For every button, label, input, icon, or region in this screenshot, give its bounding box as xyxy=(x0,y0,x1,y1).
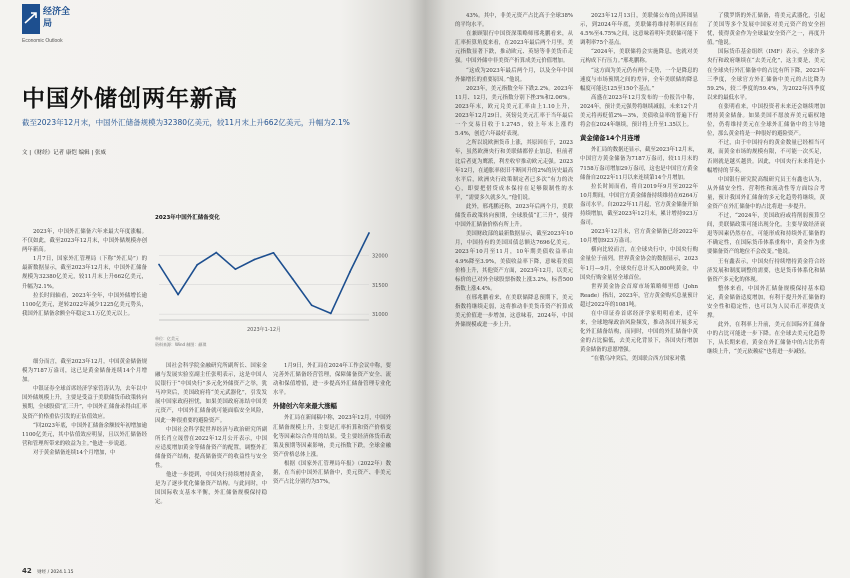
section-heading: 黄金储备14个月连增 xyxy=(580,134,641,143)
chart-source: 资料来源：Wind 制图：颜琪 xyxy=(155,342,207,347)
x-tick-label: 2023年1-12月 xyxy=(246,327,282,333)
data-point xyxy=(330,313,332,315)
paragraph: 外汇局在新闻稿中称，2023年12月，中国外汇储备规模上升，主要是汇率折算和资产价格变化等因素综合作用的结果。受主要经济体货币政策及预期等因素影响，美元指数下跌，全球金融资产价格总体上涨。 xyxy=(273,415,391,458)
line-chart xyxy=(155,222,395,334)
y-tick-label: 31500 xyxy=(372,282,388,289)
series-line xyxy=(159,233,369,313)
paragraph: 中国银行研究院高级研究员王有鑫也认为，从外储安全性、营利性和流动性等方面综合考量，预计我国外汇储备的多元化趋势将继续，黄金资产在外汇储备中的占比将进一步提升。 xyxy=(707,176,825,210)
column-1-bottom xyxy=(22,358,147,564)
paragraph: 细分而言，截至2023年12月，中国黄金储备规模为7187万盎司，这已是黄金储备连续14个月增加。 xyxy=(22,359,147,384)
page-number: 42 xyxy=(22,567,32,575)
data-point xyxy=(158,264,160,266)
chart-unit: 单位：亿美元 xyxy=(155,336,179,341)
paragraph: “2024年，美联储将会实施降息，也就对美元构成下行压力。”邢兆鹏称。 xyxy=(580,49,698,65)
data-point xyxy=(349,271,351,273)
column-4 xyxy=(455,12,573,568)
data-point xyxy=(234,268,236,270)
article-byline: 文 |《财经》记者 康恺 编辑 | 张威 xyxy=(22,150,106,156)
article-headline: 中国外储创两年新高 xyxy=(22,85,238,112)
paragraph: 此外，在利率上升前，美元在国际外汇储备中的占比可能进一步下降。在全球去美元化趋势下，从长期来看，黄金在外汇储备中的占比仍将继续上升，“美元依赖症”也将进一步减轻。 xyxy=(707,322,825,356)
paragraph: 2023年，美元指数全年下跌2.2%。2023年11月、12月，美元指数分别下挫3%和2.06%。2023年末，欧元兑美元汇率由上1.10上升，2023年12月29日，英镑兑美元汇率于当年最后一个交易日收于1.2745，较上年末上涨约5.4%，创近六年最好表现。 xyxy=(455,85,573,138)
page-footer xyxy=(22,567,73,575)
right-page xyxy=(425,0,850,578)
paragraph: 在邢兆鹏看来，在美联储降息预期下，美元指数将继续走弱，这将推动非美货币资产折算成美元价值进一步增加，这意味着，2024年，中国外储规模或进一步上升。 xyxy=(455,294,573,329)
paragraph: 他进一步提到，中国央行持续增持黄金，是为了逐步优化储备资产结构。与此同时，中国国际收支基本平衡，外汇储备规模保持稳定。 xyxy=(155,472,267,506)
paragraph: 1月7日，国家外汇管理局（下称“外汇局”）的最新数据显示，截至2023年12月末，中国外汇储备规模为32380亿美元，较11月末上升662亿美元，升幅为2.1%。 xyxy=(22,256,147,290)
paragraph: 1月9日，外汇局在2024年工作会议中称，要完善外汇储备经营管理，保障储备资产安全、流动和保值增值，进一步提高外汇储备管理专业化水平。 xyxy=(273,363,391,397)
data-point xyxy=(368,232,370,234)
chart-title: 2023年中国外汇储备变化 xyxy=(155,215,220,221)
paragraph: 高盛在2023年12月发布的一份报告中称，2024年，预计美元强势将继续减弱，未来12个月美元将再贬值2%—3%，美债收益率的普遍下行将会在2024年继续，预计将上升至1.35以上。 xyxy=(580,94,698,129)
article-subhead: 截至2023年12月末，中国外汇储备规模为32380亿美元，较11月末上升662亿美元，升幅为2.1% xyxy=(22,118,350,127)
column-5 xyxy=(580,12,698,568)
paragraph: 不过，由于中国持有的黄金数量已经相当可观，而黄金市场的规模有限，不可能一次买足，否则就是越买越贵。因此，中国央行未来将是小幅增持的节奏。 xyxy=(707,140,825,174)
data-point xyxy=(254,259,256,261)
paragraph: 国社会科学院金融研究所副所长、国家金融与发展实验室副主任张明表示，这是中国人民银行于“中国央行”多元化外储资产之举，犹马冲突后，美国政府将“美元武器化”，引发发展中国家政府担忧，如果美国政府冻结中国美元资产，中国外汇储备就可能面临安全风险，因此一种很重要的避险资产。 xyxy=(155,363,267,424)
paragraph: “这方面为美元仍有两个走势，一个是降息的速度与市场预期之间的差异，全年美联储的降息幅度可能达125至150个基点。” xyxy=(580,67,698,92)
arrow-logo-icon xyxy=(24,11,38,25)
column-2-bottom xyxy=(155,362,267,564)
paragraph: 拉长时间而看，将自2019年9月至2022年10月期间，中国官方黄金储备持续维持在6264万盎司水平。自2022年11月起，官方黄金储备开始持续增加，截至2023年12月末，累计增持923万盎司。 xyxy=(580,183,698,227)
paragraph: 在中印证券首席经济学家明明看来，近年来，全球地缘政治风险频发，推动各国开展多元化外汇储备结构，而同时，中国的外汇储备中黄金的占比偏低，去美元化背景下，各国央行增加黄金储备的意愿增强。 xyxy=(580,311,698,354)
paragraph: 43%。其中，非美元资产占比高于全球38%的平均水平。 xyxy=(455,13,573,29)
paragraph: 之所以说欧洲货币上涨，其原因在于，2023年，虽然欧洲央行和美联储都停止加息，但前者比后者更为鹰派，利差收窄推动欧元走强。2023年12月，在通胀率依旧不断回升的2%的历史最高水平后，欧洲央行政策制定者已多次“有力的决心，即要把借贷成本保持在足够限制性的水平，“需要多久就多久。”他们说。 xyxy=(455,140,573,201)
paragraph: 对于黄金储备连续14个月增加，中 xyxy=(33,449,116,456)
paragraph: “回2023年底，中国外汇储备余额较年初增加逾1100亿美元，其中估值效应明显，且以外汇储备经营和管理所带来的收益为主。”他进一步说道。 xyxy=(22,422,147,447)
paragraph: 美国财政部的最新数据显示，截至2023年10月，中国持有的美国国债总额达7696亿美元。2023年10月至11月，10年期美债收益率由4.9%降至3.9%，美债收益率下降，意味着美债价格上升，其他资产方面，2023年12月，以美元标价的已对外全球股票指数上涨3.2%，标普500指数上涨4.4%。 xyxy=(455,231,573,292)
paragraph: 王有鑫表示，中国央行持续增持黄金符合经济发展和制度调整的需要，也是货币体系化和储备资产多元化的体现。 xyxy=(707,258,825,283)
paragraph: 在张明看来，中国投资者未来还会继续增加增持黄金储备。如果美国不愿放弃美元霸权地位，仍将维持美元在全球外汇储备中的主导地位，那么黄金将是一种很好的避险资产。 xyxy=(707,103,825,138)
data-point xyxy=(196,264,198,266)
column-3-bottom xyxy=(273,362,391,564)
section-logo xyxy=(22,4,40,34)
data-point xyxy=(177,294,179,296)
paragraph: 2023年，中国外汇储备六年来最大年度涨幅。不仅如此，截至2023年12月末，中国外储规模亦创两年新高。 xyxy=(22,229,147,254)
paragraph: 此外，邢兆鹏还称，2023年后两个月，美联储货币政策转向预期，全球股债“汇三升”，使得中国外汇储备价格有所上升。 xyxy=(455,203,573,229)
data-point xyxy=(292,278,294,280)
issue-label: 财经 / 2024.1.15 xyxy=(37,570,74,575)
paragraph: 拉长时间轴看，2023年全年，中国外储增长逾1100亿美元，逆转2022年减少1225亿美元势头，我国外汇储备余额全年稳定3.1万亿美元以上。 xyxy=(22,292,147,317)
paragraph: 国际货币基金组织（IMF）表示，全球许多央行和政府继续在“去美元化”，这主要是，美元在全球央行外汇储备中的占比有所下降，2023年三季度，全球官方外汇储备中美元的占比降为59.2%，较二季度的59.4%，为2022年四季度以来的最低水平。 xyxy=(707,49,825,101)
paragraph: 整体来看，中国外汇储备规模保持基本稳定，黄金储备适度增加，有利于提升外汇储备的安全性和稳定性，也可以为人民币汇率提供支撑。 xyxy=(707,285,825,320)
section-title: 经济全局 xyxy=(43,7,71,29)
data-point xyxy=(273,252,275,254)
paragraph: 横向比较而言，在全球央行中，中国央行购金量位于前列。世界黄金协会的数据显示，2023年1月—9月，全球央行总计买入800吨黄金，中国央行购金量居全球首位。 xyxy=(580,247,698,281)
paragraph: 不过，“2024年，美国政府或将削弱预算空间，美联储政策可能出现分化，主要导致经济衰退等因素仍然存在，可能形成和持续外汇储备的不确定性，在国际货币体系重构中，黄金作为重要储备资产的地位不会改变。”他说。 xyxy=(707,213,825,256)
y-tick-label: 31000 xyxy=(372,312,388,319)
reserves-chart xyxy=(155,213,400,353)
paragraph: 了俄罗斯的外汇储备，将美元武器化，引起了美国等多个发展中国家对美元资产的安全担忧，使得黄金作为全球最安全资产之一，再度升值。”他说。 xyxy=(707,13,825,47)
paragraph: 中银证券全球首席经济学家管涛认为，去年以中国外储规模上升，主要是受益于美联储货币政策转向预期，全球股债“汇三升”，中国外汇储备录得由汇率及资产价格重估引发的正估值效应。 xyxy=(22,386,147,420)
paragraph: 在兼顾银行中国资深策略师邢兆鹏看来，从汇率折算角度来看，在2023年最后两个月里，美元指数显著下跌，推动欧元、英镑等非美货币走强。中国外储中非美资产折算成美元价值增加。 xyxy=(455,31,573,65)
data-point xyxy=(311,304,313,306)
paragraph: 2023年12月13日，美联储公布的点阵图显示，到2024年年底，美联储将维持利率区间在4.5%至4.75%之间，这意味着明年美联储可能下调利率75个基点。 xyxy=(580,13,698,47)
paragraph: 2023年12月末，官方黄金储备已经2022年10月增加923万盎司。 xyxy=(580,229,698,245)
y-tick-label: 32000 xyxy=(372,253,388,260)
paragraph: 世界黄金协会首席市场策略师里德（John Reade）指出，2023年，官方黄金购买总量预计超过2022年的1081吨。 xyxy=(580,283,698,308)
column-1-top xyxy=(22,228,147,338)
paragraph: 中国社会科学院世界经济与政治研究所副所长肖立晟曾在2022年12月公开表示，中国应适度增加黄金等储备资产的配置，调整外汇储备资产结构，提高储备资产的收益性与安全性。 xyxy=(155,426,267,470)
section-heading: 外储创六年来最大涨幅 xyxy=(273,402,337,411)
paragraph: 根据《国家外汇管理局年报》（2022年）数据，在当前中国外汇储备中，美元资产、非美元资产占比分别约为57%， xyxy=(273,460,391,486)
paragraph: 外汇局的数据还显示，截至2023年12月末，中国官方黄金储备为7187万盎司，较11月末的7158万盎司增加29万盎司，这也是中国官方黄金储备自2022年11月以来连续第14个月增加。 xyxy=(580,147,698,181)
paragraph: “这成为2023年最后两个月，以及全年中国外储增长的重要原因。”他说。 xyxy=(455,67,573,83)
paragraph: “在俄乌冲突后，美国联合西方国家对俄 xyxy=(591,356,686,363)
column-6 xyxy=(707,12,825,568)
section-title-en: Economic Outlook xyxy=(22,38,63,44)
chart-note xyxy=(155,336,206,348)
data-point xyxy=(215,252,217,254)
